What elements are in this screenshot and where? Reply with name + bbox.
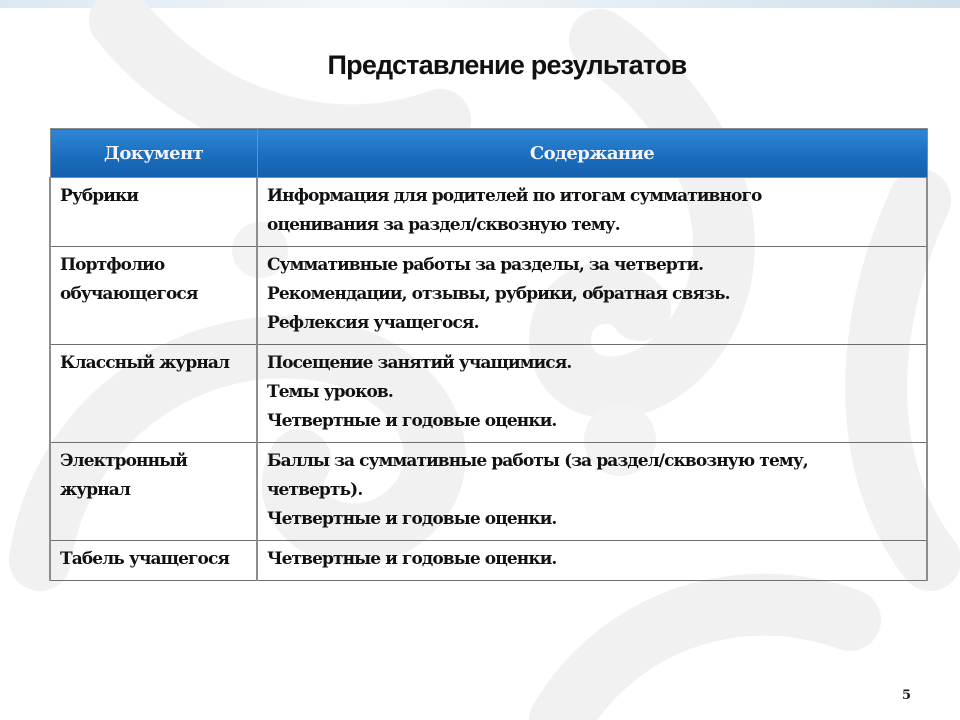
cell-text: журнал: [60, 480, 130, 500]
cell-document: [50, 443, 257, 541]
cell-text: Посещение занятий учащимися.: [267, 353, 572, 373]
cell-text: Рекомендации, отзывы, рубрики, обратная связь.: [267, 284, 730, 304]
cell-text: Четвертные и годовые оценки.: [267, 549, 557, 569]
cell-content: [257, 247, 927, 345]
cell-text: Информация для родителей по итогам суммативного: [267, 186, 762, 206]
cell-text: Суммативные работы за разделы, за четверти.: [267, 255, 704, 275]
cell-text: четверть).: [267, 480, 363, 500]
cell-text: Рубрики: [60, 186, 139, 206]
table-row: [50, 345, 927, 443]
cell-text: Электронный: [60, 451, 187, 471]
cell-text: Рефлексия учащегося.: [267, 313, 479, 333]
cell-content: [257, 443, 927, 541]
header-document: Документ: [50, 129, 257, 178]
table-row: [50, 247, 927, 345]
cell-document: [50, 247, 257, 345]
cell-text: обучающегося: [60, 284, 198, 304]
cell-document: [50, 178, 257, 247]
cell-content: [257, 345, 927, 443]
cell-text: Баллы за суммативные работы (за раздел/сквозную тему,: [267, 451, 808, 471]
table-row: [50, 443, 927, 541]
page-number: 5: [902, 688, 912, 703]
cell-content: [257, 541, 927, 581]
results-table: [49, 128, 928, 581]
slide-title: Представление результатов: [327, 50, 687, 80]
cell-text: Классный журнал: [60, 353, 230, 373]
cell-content: [257, 178, 927, 247]
cell-text: оценивания за раздел/сквозную тему.: [267, 215, 620, 235]
cell-text: Темы уроков.: [267, 382, 393, 402]
table-row: [50, 541, 927, 581]
cell-text: Портфолио: [60, 255, 165, 275]
header-content: Содержание: [257, 129, 927, 178]
table-row: [50, 178, 927, 247]
table-header-row: [50, 129, 927, 178]
cell-document: [50, 541, 257, 581]
cell-text: Табель учащегося: [60, 549, 230, 569]
cell-text: Четвертные и годовые оценки.: [267, 509, 557, 529]
cell-document: [50, 345, 257, 443]
cell-text: Четвертные и годовые оценки.: [267, 411, 557, 431]
